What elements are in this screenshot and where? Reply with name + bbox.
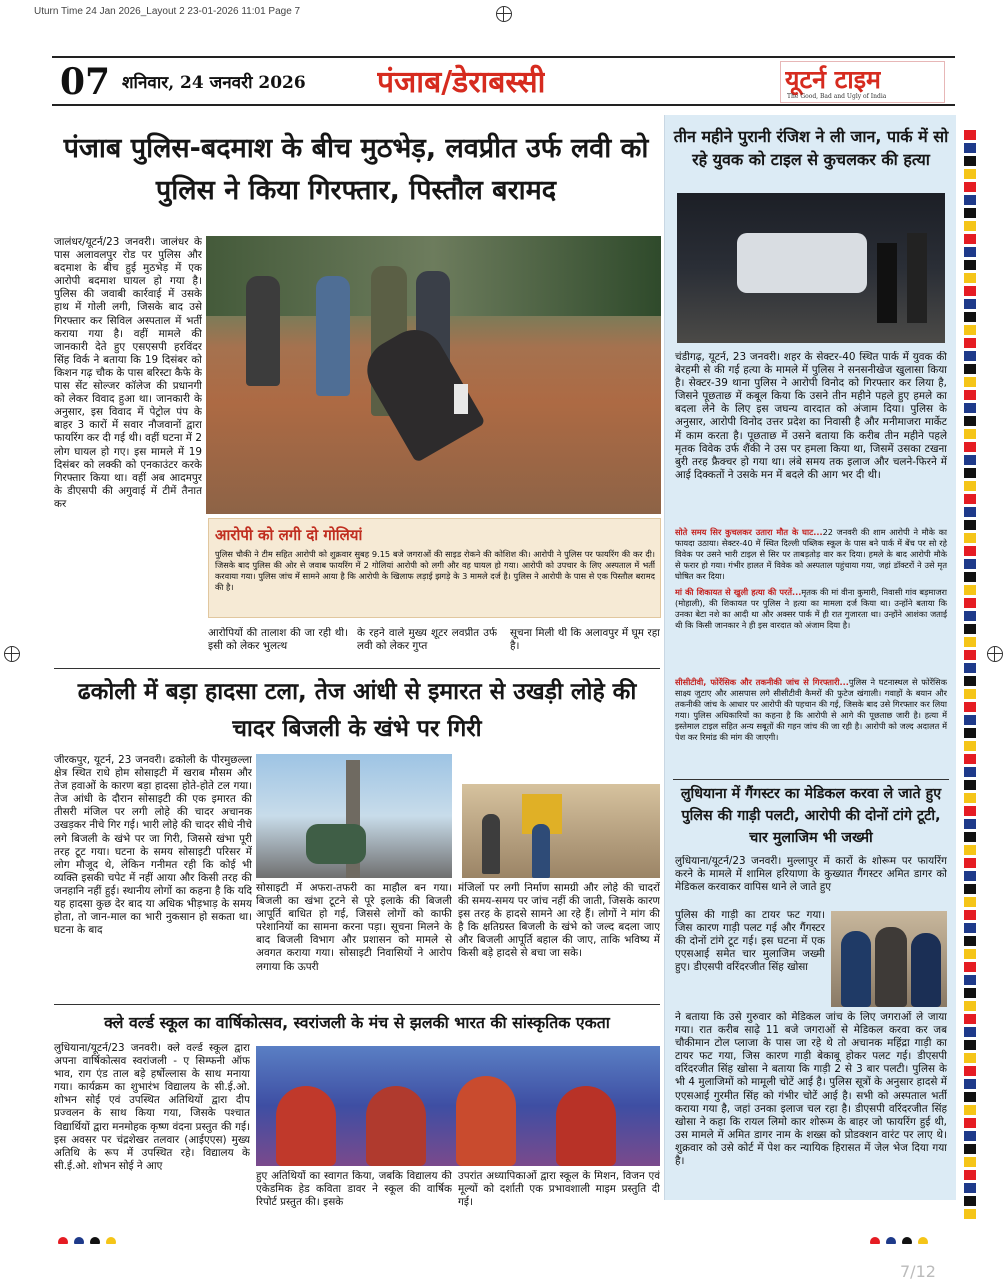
color-swatch — [964, 1105, 976, 1115]
story4-sub1-title: सोते समय सिर कुचलकर उतारा मौत के घाट... — [675, 527, 823, 537]
color-swatch — [964, 936, 976, 946]
color-swatch — [964, 585, 976, 595]
right-sidebar — [664, 115, 956, 1200]
color-swatch — [964, 494, 976, 504]
story1-sidebox — [208, 518, 661, 618]
color-swatch — [964, 923, 976, 933]
color-swatch — [964, 871, 976, 881]
gangster-arrest-photo — [831, 911, 947, 1007]
color-swatch — [964, 507, 976, 517]
color-swatch — [964, 260, 976, 270]
story2-col-mid: सोसाइटी में अफरा-तफरी का माहौल बन गया। बिजली का खंभा टूटने से पूरे इलाके की बिजली आपूर्ति बाधित हो गई, जिससे लोगों को काफी परेशानियों का सामना करना पड़ा। सूचना मिलने के बाद बिजली विभाग और प्रशासन को मामले से अवगत कराया गया। सोसाइटी निवासियों ने आरोप लगाया कि ऊपरी — [256, 882, 452, 973]
color-swatch — [964, 1144, 976, 1154]
story1-headline: पंजाब पुलिस-बदमाश के बीच मुठभेड़, लवप्रीत उर्फ लवी को पुलिस ने किया गिरफ्तार, पिस्तौल बरामद — [63, 133, 649, 206]
color-swatch — [964, 442, 976, 452]
color-swatch — [964, 1118, 976, 1128]
color-swatch — [964, 169, 976, 179]
registration-mark-icon — [987, 646, 1003, 662]
color-swatch — [964, 195, 976, 205]
sidebox-title: आरोपी को लगी दो गोलियां — [215, 526, 363, 544]
color-swatch — [964, 793, 976, 803]
color-swatch — [964, 884, 976, 894]
school-function-photo — [256, 1046, 660, 1166]
story3-col-right: उपरांत अध्यापिकाओं द्वारा स्कूल के मिशन, विजन एवं मूल्यों को दर्शाती एक प्रभावशाली माइम प्रस्तुति दी गई। — [458, 1170, 660, 1209]
crime-scene-photo — [677, 193, 945, 343]
masthead-logo — [780, 61, 945, 103]
color-swatch — [964, 143, 976, 153]
story2-col-right: मंजिलों पर लगी निर्माण सामग्री और लोहे की चादरों की समय-समय पर जांच नहीं की जाती, जिसके कारण इस तरह के हादसे सामने आ रहे हैं। लोगों ने मांग की है कि क्षतिग्रस्त बिजली के खंभे को जल्द बदला जाए और बिजली आपूर्ति बहाल की जाए, ताकि भविष्य में किसी बड़े हादसे से बचा जा सके। — [458, 882, 660, 960]
story4-headline: तीन महीने पुरानी रंजिश ने ली जान, पार्क में सो रहे युवक को टाइल से कुचलकर की हत्या — [673, 127, 949, 169]
color-swatch — [964, 1131, 976, 1141]
color-swatch — [964, 455, 976, 465]
color-swatch — [964, 806, 976, 816]
page-header — [52, 56, 955, 106]
color-swatch — [964, 1066, 976, 1076]
color-swatch — [964, 247, 976, 257]
story4-sub3 — [675, 677, 947, 777]
sidebox-body: पुलिस चौकी ने टीम सहित आरोपी को शुक्रवार सुबह 9.15 बजे जगराओं की साइड रोकने की कोशिश की। आरोपी ने पुलिस पर फायरिंग की कर दी। जिसके बाद पुलिस की ओर से जवाब फायरिंग में 2 गोलियां आरोपी को लगी और वह घायल हो गया। आरोपी को उपचार के लिए अस्पताल में भर्ती करवाया गया। पुलिस जांच में सामने आया है कि आरोपी के खिलाफ लड़ाई झगड़े के 3 मामले दर्ज है। पुलिस ने आरोपी के पास से एक पिस्तौल बरामद की है। — [215, 549, 655, 592]
color-swatch — [964, 702, 976, 712]
story3-col-mid: हुए अतिथियों का स्वागत किया, जबकि विद्यालय की एकेडमिक हेड कविता डावर ने स्कूल की वार्षिक रिपोर्ट प्रस्तुत की। इसके — [256, 1170, 452, 1209]
color-swatch — [964, 377, 976, 387]
color-dot — [58, 1237, 68, 1244]
color-dot — [902, 1237, 912, 1244]
color-swatch — [964, 1157, 976, 1167]
story2-body: जीरकपुर, यूटर्न, 23 जनवरी। ढकोली के पीरमुछल्ला क्षेत्र स्थित राधे होम सोसाइटी में खराब मौसम और तेज हवाओं के कारण बड़ा हादसा होते-होते टल गया। तेज आंधी के दौरान सोसाइटी की एक इमारत की तीसरी मंजिल पर लगी लोहे की चादर अचानक उखड़कर नीचे गिर गई। भारी लोहे की चादर सीधे नीचे लगे बिजली के खंभे पर जा गिरी, जिससे खंभा पूरी तरह टूट गया। घटना के समय सोसाइटी परिसर में लोग मौजूद थे, लेकिन गनीमत रही कि कोई भी व्यक्ति इसकी चपेट में नहीं आया और किसी तरह की जनहानि नहीं हुई। स्थानीय लोगों का कहना है कि यदि यह हादसा कुछ देर बाद या अधिक भीड़भाड़ के समय होता, तो जान-माल का भारी नुकसान हो सकता था। घटना के बाद — [54, 754, 252, 937]
divider — [673, 779, 949, 780]
color-swatch — [964, 182, 976, 192]
color-swatch — [964, 988, 976, 998]
color-swatch — [964, 1079, 976, 1089]
divider — [54, 668, 660, 669]
story3-headline: क्ले वर्ल्ड स्कूल का वार्षिकोत्सव, स्वरांजली के मंच से झलकी भारत की सांस्कृतिक एकता — [104, 1013, 610, 1032]
story4-sub1-body: 22 जनवरी की शाम आरोपी ने मौके का फायदा उठाया। सेक्टर-40 में स्थित दिल्ली पब्लिक स्कूल के पास बने पार्क में बेंच पर सो रहे विवेक पर उसने भारी टाइल से सिर पर ताबड़तोड़ वार कर दिया। हमले के बाद आरोपी मौके से फरार हो गया। गंभीर हालत में विवेक को अस्पताल पहुंचाया गया, जहां डॉक्टरों ने उसे मृत घोषित कर दिया। — [675, 527, 947, 581]
color-swatch — [964, 975, 976, 985]
print-slug: Uturn Time 24 Jan 2026_Layout 2 23-01-2026 11:01 Page 7 — [34, 6, 301, 17]
color-swatch — [964, 416, 976, 426]
color-dot — [90, 1237, 100, 1244]
story4-sub3-body: पुलिस ने घटनास्थल से फोरेंसिक साक्ष्य जुटाए और आसपास लगे सीसीटीवी कैमरों की फुटेज खंगाली। गवाहों के बयान और तकनीकी जांच के आधार पर आरोपी की पहचान की गई, जिसके बाद उसे गिरफ्तार कर लिया गया। पुलिस अधिकारियों का कहना है कि आरोपी से आगे की पूछताछ जारी है। हत्या में इस्तेमाल टाइल सहित अन्य सबूतों की गहन जांच की जा रही है। आरोपी को जल्द अदालत में पेश कर रिमांड की मांग की जाएगी। — [675, 677, 947, 742]
section-title: पंजाब/डेराबस्सी — [377, 65, 546, 100]
color-swatch — [964, 130, 976, 140]
color-swatch — [964, 715, 976, 725]
electric-pole-photo — [256, 754, 452, 878]
color-swatch — [964, 598, 976, 608]
color-swatch — [964, 962, 976, 972]
story4-sub2-body: मृतक की मां वीना कुमारी, निवासी गांव बड़माजरा (मोहाली), की शिकायत पर पुलिस ने हत्या का मामला दर्ज किया था। उन्होंने बताया कि उनका बेटा नशे का आदी था और अक्सर पार्क में ही रात गुजारता था। उन्होंने आशंका जताई थी कि किसी जानकार ने ही इस वारदात को अंजाम दिया है। — [675, 587, 947, 630]
story5-body-bottom: ने बताया कि उसे गुरुवार को मेडिकल जांच के लिए जगराओं ले जाया गया। रात करीब साढ़े 11 बजे जगराओं से मेडिकल करवा कर जब चौकीमान टोल प्लाजा के पास जा रहे थे तो अचानक महिंद्रा गाड़ी का टायर फट गया, जिस कारण गाड़ी बेकाबू होकर पलट गई। डीएसपी वरिंदरजीत सिंह खोसा ने बताया कि गाड़ी 2 से 3 बार पलटी। पुलिस के भी 4 मुलाजिमों को मामूली चोटें आई है। पुलिस सूत्रों के अनुसार हादसे में एएसआई गुरमीत सिंह को गंभीर चोटें आई है। सभी को अस्पताल भर्ती कराया गया है, जहां उनका इलाज चल रहा है। डीएसपी वरिंदरजीत सिंह खोसा ने कहा कि रायल लिमो कार शोरूम के बाहर जो फायरिंग हुई थी, उस मामले में अमित डागर नाम के शख्स को प्रोडक्शन वारंट पर लाए थे। शुक्रवार को उसे कोर्ट में पेश कर न्यायिक हिरासत में जेल भेज दिया गया है। — [675, 1011, 947, 1168]
page-corner-number: 7/12 — [900, 1262, 936, 1280]
story4-sub2 — [675, 587, 947, 677]
color-calibration-strip — [964, 130, 976, 1250]
color-swatch — [964, 338, 976, 348]
registration-mark-icon — [4, 646, 20, 662]
story1-col-a: आरोपियों की तालाश की जा रही थी। इसी को लेकर भुलत्थ — [208, 627, 348, 653]
story4-sub2-title: मां की शिकायत से खुली हत्या की परतें... — [675, 587, 802, 597]
color-swatch — [964, 481, 976, 491]
story1-col-b: के रहने वाले मुख्य शूटर लवप्रीत उर्फ लवी को लेकर गुप्त — [357, 627, 497, 653]
color-swatch — [964, 351, 976, 361]
logo-tagline: The Good, Bad and Ugly of India — [787, 93, 887, 100]
story5-body-top: लुधियाना/यूटर्न/23 जनवरी। मुल्लापुर में कारों के शोरूम पर फायरिंग करने के मामले में शामिल हरियाणा के कुख्यात गैंगस्टर अमित डागर को मेडिकल करवाकर वापिस थाने ले जाते हुए — [675, 855, 947, 894]
color-swatch — [964, 234, 976, 244]
color-swatch — [964, 741, 976, 751]
color-swatch — [964, 520, 976, 530]
color-swatch — [964, 299, 976, 309]
color-dots-left — [58, 1232, 178, 1244]
color-dot — [870, 1237, 880, 1244]
color-swatch — [964, 273, 976, 283]
registration-mark-icon — [496, 6, 512, 22]
color-dots-right — [870, 1232, 960, 1244]
color-swatch — [964, 546, 976, 556]
color-swatch — [964, 559, 976, 569]
story3-body: लुधियाना/यूटर्न/23 जनवरी। क्ले वर्ल्ड स्कूल द्वारा अपना वार्षिकोत्सव स्वरांजली - ए सिम्फनी ऑफ भाव, राग एंड ताल बड़े हर्षोल्लास के साथ मनाया गया। कार्यक्रम का शुभारंभ विद्यालय के सी.ई.ओ. शोभन सोई एवं उपस्थित अतिथियों द्वारा दीप प्रज्वलन के साथ किया गया, जिसके पश्चात विद्यार्थियों द्वारा मनमोहक कृष्ण वंदना प्रस्तुत की गई। इस अवसर पर चंद्रशेखर तलवार (आईएएस) मुख्य अतिथि के रूप में उपस्थित रहे। विद्यालय के सी.ई.ओ. शोभन सोई ने आए — [54, 1042, 250, 1172]
color-swatch — [964, 468, 976, 478]
color-swatch — [964, 1027, 976, 1037]
color-swatch — [964, 572, 976, 582]
color-swatch — [964, 156, 976, 166]
story5-body-left: पुलिस की गाड़ी का टायर फट गया। जिस कारण गाड़ी पलट गई और गैंगस्टर की दोनों टांगे टूट गई। इस घटना में एक एएसआई समेत चार मुलाजिम जख्मी हुए। डीएसपी वरिंदरजीत सिंह खोसा — [675, 909, 825, 974]
color-swatch — [964, 1014, 976, 1024]
color-swatch — [964, 676, 976, 686]
issue-date: शनिवार, 24 जनवरी 2026 — [122, 73, 306, 93]
color-swatch — [964, 1183, 976, 1193]
encounter-photo — [206, 236, 661, 514]
color-swatch — [964, 1040, 976, 1050]
color-swatch — [964, 1001, 976, 1011]
story1-col-c: सूचना मिली थी कि अलावपुर में घूम रहा है। — [510, 627, 660, 653]
color-swatch — [964, 858, 976, 868]
page-number: 07 — [60, 61, 111, 103]
color-swatch — [964, 611, 976, 621]
color-swatch — [964, 364, 976, 374]
story4-sub3-title: सीसीटीवी, फोरेंसिक और तकनीकी जांच से गिरफ्तारी... — [675, 677, 849, 687]
color-swatch — [964, 403, 976, 413]
divider — [54, 1004, 660, 1005]
color-swatch — [964, 208, 976, 218]
color-swatch — [964, 767, 976, 777]
color-swatch — [964, 1209, 976, 1219]
color-dot — [106, 1237, 116, 1244]
color-swatch — [964, 624, 976, 634]
color-swatch — [964, 390, 976, 400]
color-swatch — [964, 819, 976, 829]
color-swatch — [964, 1170, 976, 1180]
color-swatch — [964, 910, 976, 920]
color-swatch — [964, 533, 976, 543]
story4-sub1 — [675, 527, 947, 587]
color-swatch — [964, 845, 976, 855]
logo-text: यूटर्न टाइम — [785, 65, 881, 94]
story1-body: जालंधर/यूटर्न/23 जनवरी। जालंधर के पास अलावलपुर रोड पर पुलिस और बदमाश के बीच हुई मुठभेड़ में एक आरोपी बदमाश घायल हो गया है। पुलिस की जवाबी कार्रवाई में उसके हाथ में गोली लगी, जिसके बाद उसे गिरफ्तार कर सिविल अस्पताल में भर्ती कराया गया है। वहीं मामले की जानकारी देते हुए एसएसपी हरविंदर सिंह विर्क ने बताया कि 19 दिसंबर को किशन गढ़ चौक के पास बरिस्टा कैफे के पास सेंट सोल्जर कॉलेज की प्रधानगी को लेकर विवाद हुआ था। जानकारी के अनुसार, इस विवाद में पेट्रोल पंप के बाहर 3 कारों में सवार नौजवानों द्वारा फायरिंग कर दी गई थी। वहीं घटना में 2 लोग घायल हो गए। इस मामले में 19 दिसंबर को लक्की को एनकाउंटर करके गिरफ्तार किया था। वहीं अब आदमपुर के डीएसपी की अगुवाई में टीमें तैनात कर — [54, 236, 202, 510]
color-swatch — [964, 221, 976, 231]
color-swatch — [964, 780, 976, 790]
story5-headline: लुधियाना में गैंगस्टर का मेडिकल करवा ले जाते हुए पुलिस की गाड़ी पलटी, आरोपी की दोनों टांगे टूटी, चार मुलाजिम भी जख्मी — [680, 786, 942, 846]
repair-crane-photo — [462, 784, 660, 878]
color-swatch — [964, 1092, 976, 1102]
color-swatch — [964, 325, 976, 335]
color-swatch — [964, 286, 976, 296]
story4-body: चंडीगढ़, यूटर्न, 23 जनवरी। शहर के सेक्टर-40 स्थित पार्क में युवक की बेरहमी से की गई हत्या के मामले में पुलिस ने सनसनीखेज खुलासा किया है। सेक्टर-39 थाना पुलिस ने आरोपी विनोद को गिरफ्तार कर लिया है, जिसने पूछताछ में कबूल किया कि उसने तीन महीने पहले हुए हमले का बदला लेने के लिए इस जघन्य वारदात को अंजाम दिया। पुलिस के अनुसार, आरोपी विनोद उत्तर प्रदेश का निवासी है और मनीमाजरा मार्केट में काम करता है। पूछताछ में उसने बताया कि करीब तीन महीने पहले मृतक विवेक उर्फ शैंकी ने उस पर हमला किया था, जिसमें उसका टखना बुरी तरह फ्रैक्चर हो गया था। लंबे समय तक इलाज और चलने-फिरने में आई दिक्कतों ने उसके मन में बदले की आग भर दी थी। — [675, 351, 947, 481]
color-swatch — [964, 949, 976, 959]
color-dot — [918, 1237, 928, 1244]
color-dot — [886, 1237, 896, 1244]
color-swatch — [964, 832, 976, 842]
color-swatch — [964, 754, 976, 764]
color-swatch — [964, 1053, 976, 1063]
color-swatch — [964, 429, 976, 439]
color-swatch — [964, 728, 976, 738]
color-dot — [74, 1237, 84, 1244]
story2-headline: ढकोली में बड़ा हादसा टला, तेज आंधी से इमारत से उखड़ी लोहे की चादर बिजली के खंभे पर गिरी — [77, 679, 637, 742]
color-swatch — [964, 637, 976, 647]
color-swatch — [964, 1196, 976, 1206]
color-swatch — [964, 312, 976, 322]
color-swatch — [964, 897, 976, 907]
color-swatch — [964, 689, 976, 699]
color-swatch — [964, 650, 976, 660]
color-swatch — [964, 663, 976, 673]
